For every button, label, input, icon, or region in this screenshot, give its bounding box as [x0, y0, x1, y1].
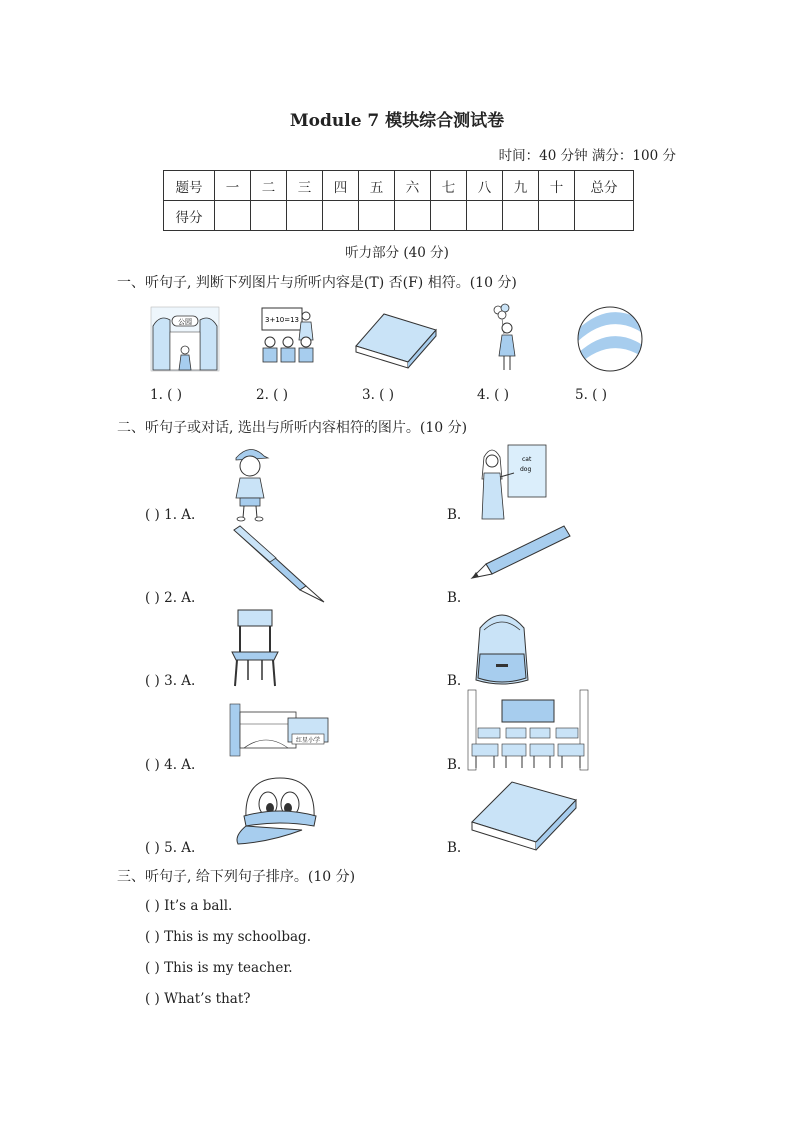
part3-sentence-4[interactable]: ( ) What’s that? — [145, 991, 251, 1007]
board-word-cat: cat — [522, 456, 532, 463]
score-cell: 三 — [287, 171, 323, 201]
school-picture — [230, 704, 328, 756]
score-input-cell[interactable] — [503, 201, 539, 231]
part3-sentence-3[interactable]: ( ) This is my teacher. — [145, 960, 293, 976]
page-title: Module 7 模块综合测试卷 — [289, 111, 505, 131]
park-gate-picture — [150, 306, 220, 372]
part1-item-3[interactable]: 3. ( ) — [362, 387, 394, 403]
book-picture-b — [470, 776, 578, 852]
score-cell: 一 — [215, 171, 251, 201]
part2-q2-option-b[interactable]: B. — [447, 590, 462, 606]
part1-instruction: 一、听句子, 判断下列图片与所听内容是(T) 否(F) 相符。(10 分) — [117, 275, 517, 291]
score-input-cell[interactable] — [431, 201, 467, 231]
part1-item-4[interactable]: 4. ( ) — [477, 387, 509, 403]
part2-q5-option-b[interactable]: B. — [447, 840, 462, 856]
score-input-cell[interactable] — [539, 201, 575, 231]
book-picture — [354, 310, 438, 364]
score-cell: 六 — [395, 171, 431, 201]
part2-q4-option-b[interactable]: B. — [447, 757, 462, 773]
score-table-score-row — [164, 201, 634, 231]
score-cell: 二 — [251, 171, 287, 201]
svg-text:公园: 公园 — [178, 318, 192, 326]
part1-item-5[interactable]: 5. ( ) — [575, 387, 607, 403]
part1-item-1[interactable]: 1. ( ) — [150, 387, 182, 403]
ball-picture — [576, 305, 644, 373]
listening-heading: 听力部分 (40 分) — [345, 245, 449, 261]
score-cell: 七 — [431, 171, 467, 201]
part2-q1-option-a[interactable]: ( ) 1. A. — [145, 507, 196, 523]
part1-item-2[interactable]: 2. ( ) — [256, 387, 288, 403]
part2-q5-option-a[interactable]: ( ) 5. A. — [145, 840, 196, 856]
svg-text:3+10=13: 3+10=13 — [265, 316, 299, 324]
score-cell: 十 — [539, 171, 575, 201]
part3-sentence-1[interactable]: ( ) It’s a ball. — [145, 898, 233, 914]
part2-q1-option-b[interactable]: B. — [447, 507, 462, 523]
score-table-header-row — [164, 171, 634, 201]
pencil-picture — [470, 524, 572, 580]
pen-picture — [230, 524, 326, 604]
score-cell: 五 — [359, 171, 395, 201]
exam-meta: 时间：40 分钟 满分：100 分 — [498, 148, 676, 164]
score-input-cell[interactable] — [575, 201, 634, 231]
school-sign-text: 红星小学 — [295, 737, 321, 744]
score-input-cell[interactable] — [359, 201, 395, 231]
score-cell: 得分 — [164, 201, 215, 231]
score-input-cell[interactable] — [395, 201, 431, 231]
part2-instruction: 二、听句子或对话, 选出与所听内容相符的图片。(10 分) — [117, 420, 468, 436]
chair-picture — [230, 608, 280, 688]
board-word-dog: dog — [520, 466, 532, 473]
score-input-cell[interactable] — [467, 201, 503, 231]
score-cell: 四 — [323, 171, 359, 201]
part3-instruction: 三、听句子, 给下列句子排序。(10 分) — [117, 869, 356, 885]
score-cell: 总分 — [575, 171, 634, 201]
cap-picture — [230, 774, 320, 848]
teacher-picture — [478, 443, 548, 521]
boy-picture — [228, 442, 272, 522]
part3-sentence-2[interactable]: ( ) This is my schoolbag. — [145, 929, 311, 945]
part2-q3-option-a[interactable]: ( ) 3. A. — [145, 673, 196, 689]
girl-with-balloons-picture — [488, 304, 520, 374]
part2-q2-option-a[interactable]: ( ) 2. A. — [145, 590, 196, 606]
classroom-teacher-picture — [258, 306, 320, 368]
score-cell: 题号 — [164, 171, 215, 201]
part2-q3-option-b[interactable]: B. — [447, 673, 462, 689]
score-input-cell[interactable] — [215, 201, 251, 231]
part2-q4-option-a[interactable]: ( ) 4. A. — [145, 757, 196, 773]
schoolbag-picture — [470, 608, 534, 688]
score-cell: 九 — [503, 171, 539, 201]
score-input-cell[interactable] — [323, 201, 359, 231]
score-input-cell[interactable] — [287, 201, 323, 231]
score-table — [163, 170, 634, 231]
classroom-picture — [468, 690, 588, 770]
score-cell: 八 — [467, 171, 503, 201]
score-input-cell[interactable] — [251, 201, 287, 231]
